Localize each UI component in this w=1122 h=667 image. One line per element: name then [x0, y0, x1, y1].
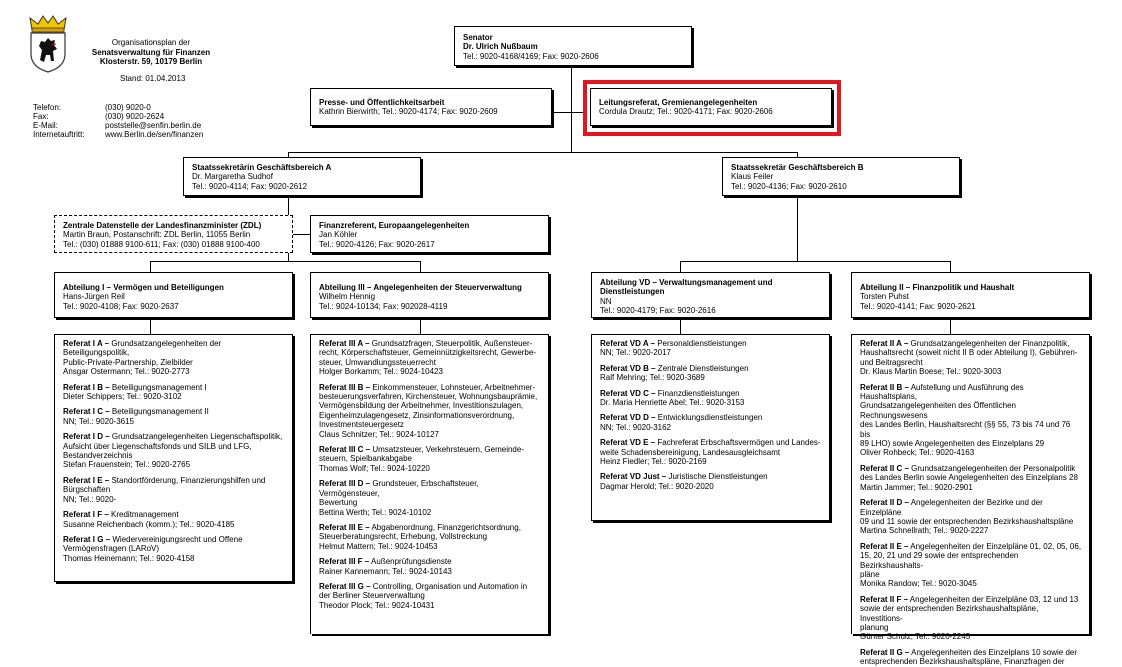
referat-code: Referat II F –	[860, 594, 909, 604]
referat-item	[860, 648, 1082, 667]
zdl-box	[54, 215, 293, 253]
finanzreferent-box	[310, 215, 549, 253]
referat-item	[319, 557, 541, 576]
box-title: Finanzreferent, Europaangelegenheiten	[319, 221, 470, 230]
presse-box	[310, 88, 552, 126]
email-link[interactable]: poststelle@senfin.berlin.de	[105, 121, 202, 130]
referat-desc: Public-Private-Partnership, Zielbilder	[63, 357, 193, 367]
referat-desc: Personaldienstleistungen	[654, 339, 747, 348]
referat-desc: planung	[860, 622, 889, 632]
person-name: NN	[600, 296, 612, 306]
connector	[680, 261, 950, 262]
referat-desc: Standortförderung, Finanzierungshilfen und	[109, 475, 266, 485]
referat-contact: Rainer Kannemann; Tel.: 9024-10143	[319, 566, 452, 576]
referat-item	[63, 383, 285, 402]
referat-code: Referat I A –	[63, 339, 110, 348]
abteilung-i-box	[54, 272, 293, 318]
person-name: Dr. Margaretha Sudhof	[192, 172, 273, 182]
referat-desc: Juristische Dienstleistungen	[666, 472, 768, 482]
box-title: Staatssekretär Geschäftsbereich B	[731, 163, 864, 172]
referat-item	[600, 438, 822, 466]
referat-desc: der Berliner Steuerverwaltung	[319, 591, 425, 601]
contact-label: Telefon:	[33, 103, 62, 112]
referat-contact: Dr. Maria Henriette Abel; Tel.: 9020-3153	[600, 398, 745, 408]
referat-desc: Investmentsteuergesetz	[319, 420, 404, 430]
referat-desc: Aufsicht über Liegenschaftsfonds und SILB und LFG,	[63, 441, 252, 451]
referat-code: Referat III G –	[319, 581, 371, 591]
connector	[552, 112, 586, 113]
phone-line: Tel.: 9020-4136; Fax: 9020-2610	[731, 181, 847, 191]
person-name: Jan Köhler	[319, 230, 358, 240]
referat-code: Referat I E –	[63, 475, 110, 485]
connector	[797, 196, 798, 261]
referat-desc: Grundsatzangelegenheiten der Finanzpolitik,	[908, 339, 1070, 348]
referat-contact: Dieter Schippers; Tel.: 9020-3102	[63, 392, 182, 402]
referat-desc: Abgabenordnung, Finanzgerichtsordnung,	[369, 522, 521, 532]
connector	[420, 261, 421, 272]
referat-item	[63, 407, 285, 426]
referat-code: Referat VD E –	[600, 438, 656, 448]
box-title: Zentrale Datenstelle der Landesfinanzminister (ZDL)	[63, 221, 262, 230]
contact-label: E-Mail:	[33, 121, 58, 130]
referat-item	[63, 476, 285, 504]
referat-desc: 89 LHO) sowie Angelegenheiten des Einzelplans 29	[860, 439, 1045, 449]
referat-code: Referat III E –	[319, 522, 370, 532]
person-name: Hans-Jürgen Reil	[63, 292, 125, 302]
referat-desc: besteuerungsverfahren, Kirchensteuer, Wohnungsbauprämie,	[319, 392, 538, 402]
referat-item	[63, 432, 285, 470]
referat-item	[63, 510, 285, 529]
connector	[420, 318, 421, 334]
referat-contact: NN; Tel.: 9020-3615	[63, 416, 135, 426]
referat-item	[860, 542, 1082, 589]
referat-item	[319, 479, 541, 517]
referat-desc: Bürgschaften	[63, 485, 111, 495]
referat-item	[319, 523, 541, 551]
referat-desc: entsprechenden Bezirkshaushaltspläne, Finanzfragen der	[860, 657, 1065, 667]
box-title: Abteilung III – Angelegenheiten der Steuerverwaltung	[319, 283, 522, 292]
referat-code: Referat VD A –	[600, 339, 655, 348]
referat-code: Referat I G –	[63, 534, 111, 544]
referat-item	[319, 383, 541, 439]
phone-line: Tel.: 9020-4141; Fax: 9020-2621	[860, 301, 976, 311]
referat-code: Referat II C –	[860, 463, 909, 473]
referat-desc: steuern, Spielbankabgabe	[319, 454, 412, 464]
referat-desc: Fachreferat Erbschaftsvermögen und Landes-	[655, 438, 821, 448]
referate-ii-list	[851, 334, 1090, 667]
title-line-2: Senatsverwaltung für Finanzen	[91, 47, 211, 57]
referat-contact: NN; Tel.: 9020-3162	[600, 422, 672, 432]
box-title: Abteilung II – Finanzpolitik und Haushalt	[860, 283, 1015, 292]
connector	[680, 318, 681, 334]
referat-desc: Bewertung	[319, 498, 358, 508]
person-name: Dr. Ulrich Nußbaum	[463, 42, 538, 52]
person-name: Torsten Puhst	[860, 292, 909, 302]
referat-desc: Wiedervereinigungsrecht und Offene	[110, 534, 243, 544]
box-title: Staatssekretärin Geschäftsbereich A	[192, 163, 332, 172]
referat-code: Referat VD D –	[600, 413, 656, 423]
referat-desc: Vermögensbildung der Arbeitnehmer, Investitionszulagen,	[319, 401, 524, 411]
referat-desc: Angelegenheiten der Bezirke und der Einzelpläne	[860, 498, 1043, 517]
referat-item	[600, 389, 822, 408]
referat-item	[860, 383, 1082, 458]
stand-date: Stand: 01.04.2013	[120, 74, 186, 83]
senator-box	[454, 26, 692, 66]
referat-desc: Controlling, Organisation und Automation in	[370, 581, 528, 591]
referat-desc: Grundsatzangelegenheiten Liegenschaftspolitik,	[109, 432, 283, 442]
referat-desc: Eigenheimzulagengesetz, Zinsinformationsverordnung,	[319, 410, 515, 420]
referat-desc: Haushaltsrecht (soweit nicht II B oder Abteilung I), Gebühren-	[860, 348, 1078, 358]
contact-block	[33, 103, 233, 145]
org-title	[86, 38, 216, 67]
referat-code: Referat VD Just –	[600, 472, 667, 482]
referat-code: Referat I C –	[63, 407, 110, 417]
referat-code: Referat III B –	[319, 382, 371, 392]
website-link[interactable]: www.Berlin.de/sen/finanzen	[105, 130, 204, 139]
referat-contact: Dr. Klaus Martin Boese; Tel.: 9020-3003	[860, 367, 1002, 377]
referat-desc: Grundsatzangelegenheiten der Beteiligungspolitik,	[63, 339, 222, 358]
referat-desc: recht, Körperschaftsteuer, Gemeinnützigkeitsrecht, Gewerbe-	[319, 348, 536, 358]
connector	[288, 152, 798, 153]
referat-item	[600, 364, 822, 383]
referat-contact: Holger Borkamm; Tel.: 9024-10423	[319, 367, 443, 377]
person-name: Wilhelm Hennig	[319, 292, 376, 302]
staatssekretaerin-a-box	[183, 157, 421, 196]
referat-desc: Angelegenheiten der Einzelpläne 03, 12 und 13	[908, 594, 1079, 604]
contact-label: Internetauftritt:	[33, 130, 85, 139]
referat-desc: Grundsatzangelegenheiten der Personalpolitik	[908, 463, 1076, 473]
referat-desc: des Landes Berlin, Haushaltsrecht (§§ 55, 73 bis 74 und 76 bis	[860, 420, 1071, 439]
referat-code: Referat II G –	[860, 647, 910, 657]
referat-code: Referat II D –	[860, 498, 909, 508]
referat-desc: Grundsatzangelegenheiten des Öffentlichen Rechnungswesens	[860, 401, 1016, 420]
connector	[150, 261, 151, 272]
box-title: Leitungsreferat, Gremienangelegenheiten	[599, 98, 758, 107]
referat-desc: Zentrale Dienstleistungen	[655, 363, 749, 373]
referat-desc: 09 und 11 sowie der entsprechenden Bezirkshaushaltspläne	[860, 516, 1074, 526]
abteilung-iii-box	[310, 272, 549, 318]
phone-line: Tel.: 9020-4168/4169; Fax: 9020-2606	[463, 51, 599, 61]
referat-contact: Ansgar Ostermann; Tel.: 9020-2773	[63, 367, 190, 377]
box-title: Abteilung VD – Verwaltungsmanagement und	[600, 278, 773, 287]
referat-contact: Monika Randow; Tel.: 9020-3045	[860, 579, 977, 589]
referat-code: Referat II B –	[860, 382, 909, 392]
referat-code: Referat I B –	[63, 382, 110, 392]
referate-i-list	[54, 334, 293, 582]
referat-item	[860, 339, 1082, 377]
phone-line: Tel.: 9020-4179; Fax: 9020-2616	[600, 306, 716, 316]
abteilung-ii-box	[851, 272, 1090, 318]
connector	[150, 318, 151, 334]
referat-code: Referat II A –	[860, 339, 909, 348]
box-title: Senator	[463, 33, 493, 42]
referat-desc: 15, 20, 21 und 29 sowie der entsprechenden Bezirkshaushalts-	[860, 551, 1019, 570]
contact-value: (030) 9020-0	[105, 103, 151, 112]
contact-value: (030) 9020-2624	[105, 112, 165, 121]
connector	[950, 318, 951, 334]
referat-item	[600, 413, 822, 432]
referat-contact: Ralf Mehring; Tel.: 9020-3689	[600, 373, 705, 383]
referat-contact: NN; Tel.: 9020-	[63, 494, 117, 504]
referat-contact: Heinz Fiedler; Tel.: 9020-2169	[600, 457, 707, 467]
referat-code: Referat III F –	[319, 557, 370, 567]
referat-contact: NN; Tel.: 9020-2017	[600, 348, 672, 358]
referat-desc: pläne	[860, 569, 880, 579]
berlin-bear-logo-icon	[26, 14, 70, 74]
referat-desc: Kreditmanagement	[108, 510, 179, 520]
address-line: Martin Braun, Postanschrift: ZDL Berlin, 11055 Berlin	[63, 230, 251, 240]
referat-item	[860, 464, 1082, 492]
referat-item	[860, 498, 1082, 536]
referate-vd-list	[591, 334, 830, 521]
referat-desc: und Beitragsrecht	[860, 357, 923, 367]
referat-contact: Thomas Wolf; Tel.: 9024-10220	[319, 463, 430, 473]
referat-contact: Helmut Mattern; Tel.: 9024-10453	[319, 541, 438, 551]
referat-desc: sowie der entsprechenden Bezirkshaushaltspläne, Investitions-	[860, 604, 1039, 623]
referat-desc: Umsatzsteuer, Verkehrsteuern, Gemeinde-	[370, 445, 524, 455]
referat-contact: Bettina Werth; Tel.: 9024-10102	[319, 507, 432, 517]
referat-contact: Oliver Rohbeck; Tel.: 9020-4163	[860, 448, 975, 458]
referat-code: Referat VD C –	[600, 388, 656, 398]
referat-desc: steuer, Umwandlungssteuerrecht	[319, 357, 436, 367]
referat-contact: Martin Jammer; Tel.: 9020-2901	[860, 482, 973, 492]
box-title: Dienstleistungen	[600, 287, 665, 297]
referat-desc: Bestandverzeichnis	[63, 451, 133, 461]
referat-desc: des Landes Berlin sowie Angelegenheiten des Einzelplans 28	[860, 473, 1078, 483]
referat-code: Referat I F –	[63, 510, 109, 520]
leitungsreferat-box[interactable]	[590, 88, 832, 126]
person-name: Klaus Feiler	[731, 172, 774, 182]
referat-item	[319, 339, 541, 377]
referat-desc: Beteiligungsmanagement II	[109, 407, 209, 417]
referat-code: Referat VD B –	[600, 363, 656, 373]
box-title: Abteilung I – Vermögen und Beteiligungen	[63, 283, 224, 292]
referat-desc: Vermögensfragen (LARoV)	[63, 544, 160, 554]
referat-code: Referat III A –	[319, 339, 370, 348]
referat-desc: Beteiligungsmanagement I	[109, 382, 207, 392]
connector	[571, 66, 572, 152]
referate-iii-list	[310, 334, 549, 634]
referat-item	[860, 595, 1082, 642]
phone-line: Tel.: 9020-4126; Fax: 9020-2617	[319, 239, 435, 249]
referat-desc: Finanzdienstleistungen	[655, 388, 740, 398]
box-title: Presse- und Öffentlichkeitsarbeit	[319, 98, 445, 107]
connector	[950, 261, 951, 272]
referat-contact: Theodor Plock; Tel.: 9024-10431	[319, 600, 435, 610]
contact-label: Fax:	[33, 112, 49, 121]
referat-desc: weite Schadensbereinigung, Landesausgleichsamt	[600, 447, 781, 457]
referat-contact: Dagmar Herold; Tel.: 9020-2020	[600, 481, 714, 491]
referat-desc: Grundsteuer, Erbschaftsteuer, Vermögensteuer,	[319, 479, 479, 498]
referat-item	[63, 339, 285, 377]
referat-contact: Günter Schulz; Tel.: 9020-2245	[860, 632, 971, 642]
referat-code: Referat III D –	[319, 479, 371, 489]
phone-line: Tel.: 9020-4108; Fax: 9020-2637	[63, 301, 179, 311]
connector	[680, 261, 681, 272]
referat-desc: Grundsatzfragen, Steuerpolitik, Außensteuer-	[369, 339, 533, 348]
person-line: Kathrin Bierwirth; Tel.: 9020-4174; Fax: 9020-2609	[319, 107, 498, 117]
abteilung-vd-box	[591, 272, 830, 318]
referat-desc: Angelegenheiten der Einzelpläne 01, 02, 05, 06,	[908, 541, 1082, 551]
phone-line: Tel.: (030) 01888 9100-611; Fax: (030) 01888 9100-400	[63, 239, 260, 249]
referat-desc: Steuerberatungsrecht, Erhebung, Vollstreckung	[319, 532, 488, 542]
phone-line: Tel.: 9020-4114; Fax: 9020-2612	[192, 181, 308, 191]
referat-desc: Außenprüfungsdienste	[369, 557, 452, 567]
referat-item	[319, 445, 541, 473]
connector	[293, 234, 310, 235]
referat-contact: Martina Schnellrath; Tel.: 9020-2227	[860, 526, 989, 536]
referat-item	[319, 582, 541, 610]
referat-contact: Thomas Heinemann; Tel.: 9020-4158	[63, 553, 195, 563]
title-line-3: Klosterstr. 59, 10179 Berlin	[99, 57, 203, 67]
referat-item	[600, 339, 822, 358]
referat-desc: Einkommensteuer, Lohnsteuer, Arbeitnehmer-	[370, 382, 536, 392]
referat-code: Referat I D –	[63, 432, 110, 442]
staatssekretaer-b-box	[722, 157, 960, 196]
phone-line: Tel.: 9024-10134; Fax: 902028-4119	[319, 301, 448, 311]
person-line: Cordula Drautz; Tel.: 9020-4171; Fax: 9020-2606	[599, 107, 773, 117]
referat-desc: Angelegenheiten des Einzelplans 10 sowie der	[909, 647, 1078, 657]
referat-desc: Entwicklungsdienstleistungen	[655, 413, 763, 423]
referat-item	[600, 472, 822, 491]
referat-code: Referat II E –	[860, 541, 909, 551]
referat-desc: Aufstellung und Ausführung des Haushaltsplans,	[860, 382, 1024, 402]
referat-contact: Susanne Reichenbach (komm.); Tel.: 9020-4185	[63, 519, 235, 529]
connector	[150, 261, 420, 262]
referat-item	[63, 535, 285, 563]
referat-code: Referat III C –	[319, 445, 371, 455]
referat-contact: Claus Schnitzer; Tel.: 9024-10127	[319, 429, 439, 439]
title-line-1: Organisationsplan der	[111, 38, 191, 47]
referat-contact: Stefan Frauenstein; Tel.: 9020-2765	[63, 460, 191, 470]
